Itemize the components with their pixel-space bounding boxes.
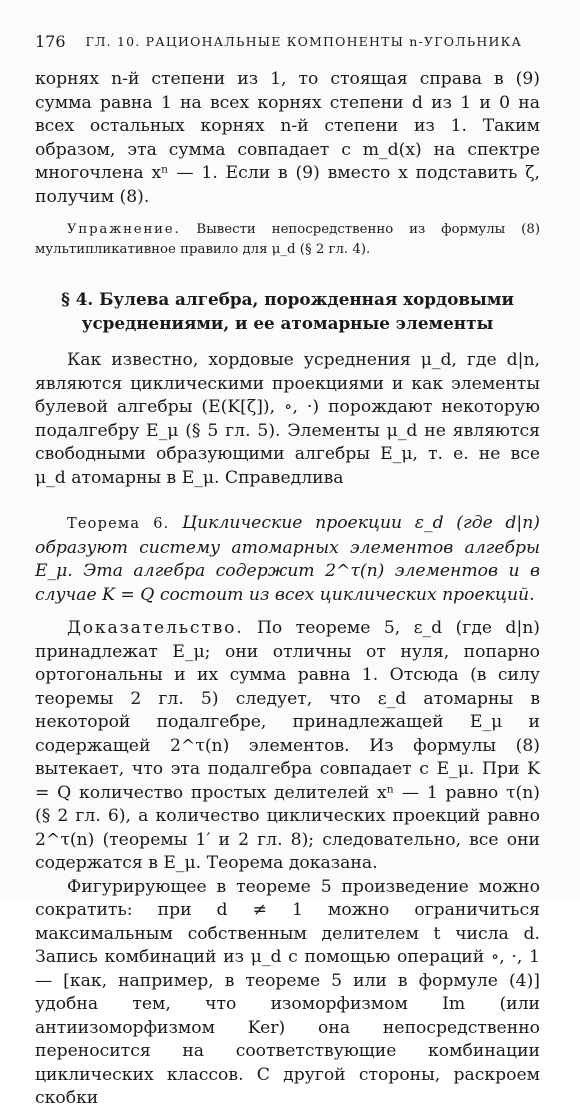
- proof: [35, 617, 540, 876]
- paragraph-boolean-algebra: Как известно, хордовые усреднения μ_d, где d|n, являются циклическими проекциями и как элементы булевой алгебры (E(K[ζ]), ∘, ·) порождают некоторую подалгебру E_μ (§ 5 гл. 5). Элементы μ_d не являются свободными образующими алгебры E_μ, т. е. не все μ_d атомарны в E_μ. Справедлива: [35, 350, 540, 488]
- page-number: 176: [35, 31, 66, 51]
- proof-label: Доказательство.: [67, 618, 244, 638]
- exercise-label: Упражнение.: [67, 222, 181, 237]
- exercise-text: Вывести непосредственно из формулы (8) мультипликативное правило для μ_d (§ 2 гл. 4).: [35, 222, 541, 257]
- paragraph-intro: корнях n-й степени из 1, то стоящая справа в (9) сумма равна 1 на всех корнях степени d из 1 и 0 на всех остальных корнях n-й степени из 1. Таким образом, эта сумма совпадает с m_d(x) на спектре многочлена xⁿ — 1. Если в (9) вместо x подставить ζ, получим (8).: [35, 69, 540, 207]
- section-heading: [35, 287, 540, 335]
- theorem-statement: Циклические проекции ε_d (где d|n) образуют систему атомарных элементов алгебры E_μ. Эта алгебра содержит 2^τ(n) элементов и в случае K = Q состоит из всех циклических проекций.: [35, 513, 541, 605]
- exercise: [35, 220, 540, 259]
- running-title: ГЛ. 10. РАЦИОНАЛЬНЫЕ КОМПОНЕНТЫ n-УГОЛЬНИКА: [85, 33, 523, 49]
- page-body: [35, 68, 540, 1111]
- section-heading-line2: усреднениями, и ее атомарные элементы: [81, 313, 494, 333]
- paragraph-product: Фигурирующее в теореме 5 произведение можно сократить: при d ≠ 1 можно ограничиться максимальным собственным делителем t числа d. Запись комбинаций из μ_d с помощью операций ∘, ·, 1 — [как, например, в теореме 5 или в формуле (4)] удобна тем, что изоморфизмом Im (или антиизоморфизмом Ker) она непосредственно переносится на соответствующие комбинации циклических классов. С другой стороны, раскроем скобки: [35, 876, 540, 1108]
- page-header: [35, 30, 540, 52]
- theorem-label: Теорема 6.: [67, 516, 170, 532]
- section-heading-line1: § 4. Булева алгебра, порожденная хордовыми: [61, 289, 514, 309]
- proof-text: По теореме 5, ε_d (где d|n) принадлежат E_μ; они отличны от нуля, попарно ортогональны и их сумма равна 1. Отсюда (в силу теоремы 2 гл. 5) следует, что ε_d атомарны в некоторой подалгебре, принадлежащей E_μ и содержащей 2^τ(n) элементов. Из формулы (8) вытекает, что эта подалгебра совпадает с E_μ. При K = Q количество простых делителей xⁿ — 1 равно τ(n) (§ 2 гл. 6), а количество циклических проекций равно 2^τ(n) (теоремы 1′ и 2 гл. 8); следовательно, все они содержатся в E_μ. Теорема доказана.: [35, 618, 541, 873]
- theorem-6: [35, 512, 540, 607]
